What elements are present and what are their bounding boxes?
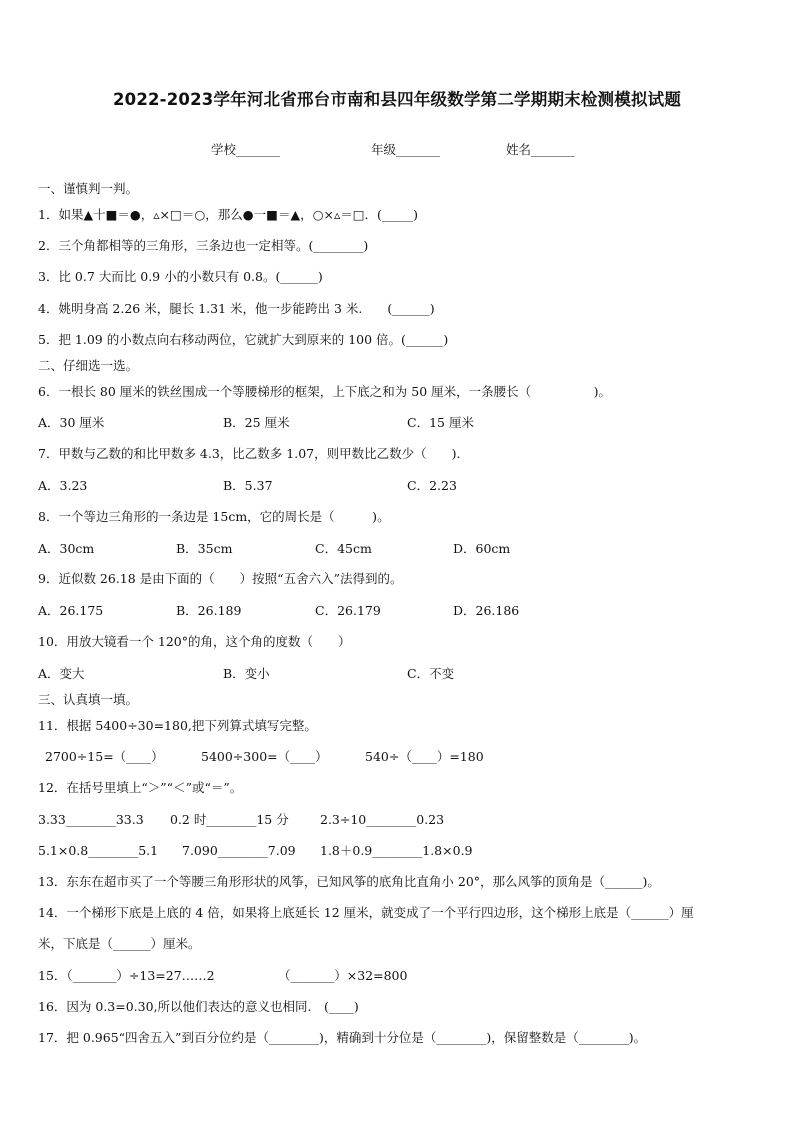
question-12: 12．在括号里填上“＞”“＜”或“＝”。: [38, 780, 243, 795]
option-8b: B．35cm: [176, 541, 233, 556]
question-16: 16．因为 0.3=0.30,所以他们表达的意义也相同. (____): [38, 999, 359, 1014]
question-11-expr-a: 2700÷15=（____）: [45, 749, 164, 764]
section-heading-judge: 一、谨慎判一判。: [38, 181, 139, 196]
question-10: 10．用放大镜看一个 120°的角，这个角的度数（ ）: [38, 634, 351, 649]
question-11: 11．根据 5400÷30=180,把下列算式填写完整。: [38, 718, 317, 733]
question-12-item: 0.2 时________15 分: [170, 812, 289, 827]
option-7c: C．2.23: [407, 478, 457, 493]
option-10a: A．变大: [38, 666, 85, 681]
question-13: 13．东东在超市买了一个等腰三角形形状的风筝，已知风筝的底角比直角小 20°，那么风筝的顶角是（______)。: [38, 874, 660, 889]
question-12-item: 7.090________7.09: [182, 843, 296, 858]
option-7a: A．3.23: [38, 478, 88, 493]
question-15-b: （_______）×32=800: [278, 968, 408, 983]
question-9: 9．近似数 26.18 是由下面的（ ）按照“五舍六入”法得到的。: [38, 571, 403, 586]
option-9c: C．26.179: [315, 603, 381, 618]
option-9b: B．26.189: [176, 603, 242, 618]
option-10b: B．变小: [223, 666, 270, 681]
option-8a: A．30cm: [38, 541, 95, 556]
question-12-item: 5.1×0.8________5.1: [38, 843, 159, 858]
question-12-item: 2.3÷10________0.23: [320, 812, 445, 827]
question-14: 14．一个梯形下底是上底的 4 倍，如果将上底延长 12 厘米，就变成了一个平行四边形，这个梯形上底是（______）厘: [38, 905, 694, 920]
page-title: 2022-2023学年河北省邢台市南和县四年级数学第二学期期末检测模拟试题: [112, 90, 682, 109]
question-4: 4．姚明身高 2.26 米，腿长 1.31 米，他一步能跨出 3 米. (______): [38, 301, 435, 316]
question-14-continued: 米，下底是（______）厘米。: [38, 936, 201, 951]
school-field: 学校_______: [211, 142, 280, 157]
section-heading-choose: 二、仔细选一选。: [38, 358, 139, 373]
question-15-a: 15．（_______）÷13=27……2: [38, 968, 215, 983]
option-6b: B．25 厘米: [223, 415, 290, 430]
question-11-expr-b: 5400÷300=（____）: [201, 749, 328, 764]
question-11-expr-c: 540÷（____）=180: [365, 749, 484, 764]
question-6: 6．一根长 80 厘米的铁丝围成一个等腰梯形的框架，上下底之和为 50 厘米，一条腰长（ )。: [38, 384, 612, 399]
option-9a: A．26.175: [38, 603, 104, 618]
question-12-item: 1.8＋0.9________1.8×0.9: [320, 843, 473, 858]
option-8d: D．60cm: [453, 541, 511, 556]
question-7: 7．甲数与乙数的和比甲数多 4.3，比乙数多 1.07，则甲数比乙数少（ ).: [38, 446, 461, 461]
grade-field: 年级_______: [371, 142, 440, 157]
option-9d: D．26.186: [453, 603, 520, 618]
option-10c: C．不变: [407, 666, 455, 681]
option-8c: C．45cm: [315, 541, 372, 556]
question-3: 3．比 0.7 大而比 0.9 小的小数只有 0.8。(______): [38, 269, 323, 284]
question-5: 5．把 1.09 的小数点向右移动两位，它就扩大到原来的 100 倍。(______): [38, 332, 449, 347]
option-6a: A．30 厘米: [38, 415, 105, 430]
question-17: 17．把 0.965“四舍五入”到百分位约是（________)，精确到十分位是（________)，保留整数是（________)。: [38, 1030, 647, 1045]
section-heading-fill: 三、认真填一填。: [38, 692, 139, 707]
question-8: 8．一个等边三角形的一条边是 15cm，它的周长是（ )。: [38, 509, 390, 524]
option-6c: C．15 厘米: [407, 415, 474, 430]
name-field: 姓名_______: [506, 142, 575, 157]
option-7b: B．5.37: [223, 478, 273, 493]
question-1: 1．如果▲十■＝●，▵×□＝○，那么●一■＝▲，○×▵＝□．(_____): [38, 207, 419, 222]
question-12-item: 3.33________33.3: [38, 812, 144, 827]
question-2: 2．三个角都相等的三角形，三条边也一定相等。(________): [38, 238, 369, 253]
